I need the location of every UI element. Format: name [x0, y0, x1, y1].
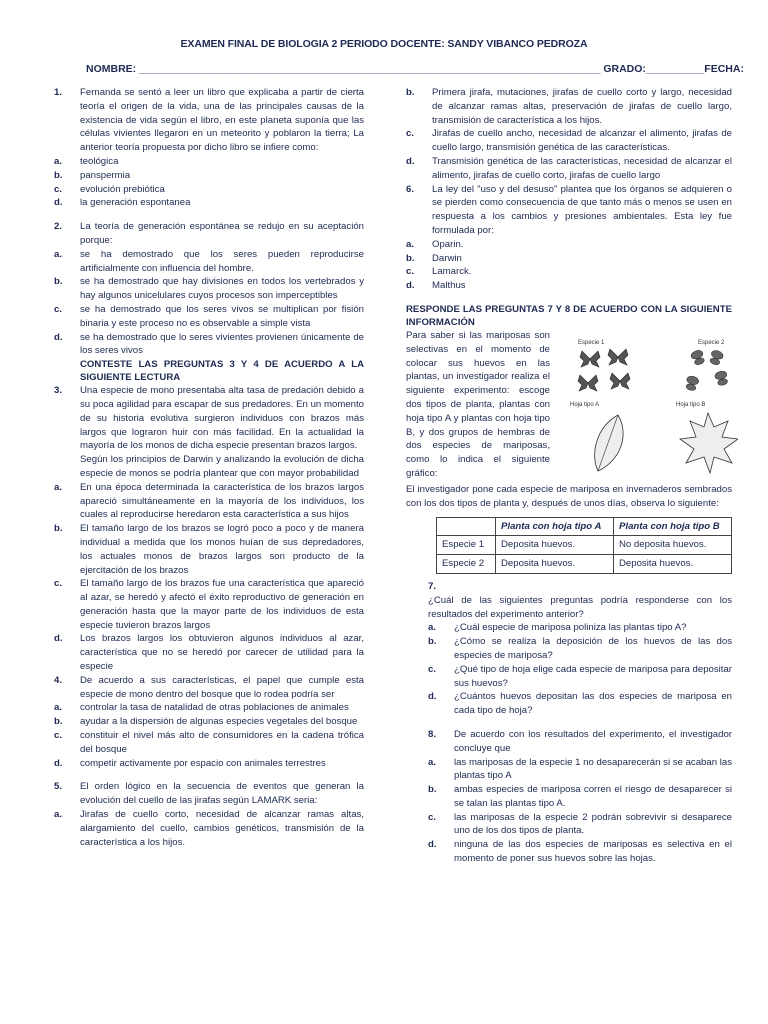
- question-3: [54, 384, 364, 453]
- option-text: evolución prebiótica: [80, 183, 165, 195]
- option-letter: b.: [428, 636, 437, 648]
- option-letter: a.: [54, 702, 63, 714]
- option-letter: d.: [428, 839, 437, 851]
- section-heading-3-4: CONTESTE LAS PREGUNTAS 3 Y 4 DE ACUERDO A LA SIGUIENTE LECTURA: [80, 359, 364, 384]
- option-letter: c.: [428, 663, 437, 675]
- option-4d: [54, 757, 364, 771]
- option-letter: a.: [54, 809, 63, 821]
- experiment-block: [406, 329, 732, 483]
- question-number: 8.: [428, 728, 437, 740]
- option-text: competir activamente por espacio con animales terrestres: [80, 757, 326, 769]
- option-letter: a.: [428, 756, 437, 768]
- experiment-results-table: [436, 517, 732, 574]
- table-cell: Deposita huevos.: [614, 555, 732, 574]
- option-2b: [54, 275, 364, 303]
- option-letter: c.: [54, 730, 63, 742]
- spacer: [54, 770, 364, 780]
- table-header-row: [437, 517, 732, 536]
- question-number: 4.: [54, 674, 63, 686]
- option-6b: [406, 252, 732, 266]
- question-text: La teoría de generación espontánea se redujo en su aceptación porque:: [80, 221, 364, 246]
- option-text: panspermia: [80, 169, 131, 181]
- experiment-figure: [568, 337, 738, 487]
- experiment-description-2: El investigador pone cada especie de mariposa en invernaderos sembrados con los dos tipos de planta y, después de unos días, observa lo siguiente:: [406, 483, 732, 509]
- table-row: [437, 555, 732, 574]
- table-row: [437, 536, 732, 555]
- option-text: ambas especies de mariposa corren el riesgo de desaparecer si se talan las plantas tipo A.: [454, 784, 732, 809]
- option-text: las mariposas de la especie 2 podrán sobrevivir si desaparece uno de los dos tipos de planta.: [454, 811, 732, 837]
- option-letter: c.: [54, 303, 63, 315]
- question-text: Una especie de mono presentaba alta tasa de predación debido a su poca agilidad para escapar de sus predadores. En un momento de su historia evolutiva surgieron individuos con brazos más largos que lograron huir con más facilidad. En la actualidad la mayoría de los monos de dicha especie presentan brazos largos.: [80, 385, 364, 452]
- option-letter: a.: [54, 248, 63, 260]
- species-2-label: Especie 2: [698, 339, 725, 346]
- option-7a: [406, 621, 732, 635]
- option-6a: [406, 238, 732, 252]
- option-7b: [406, 635, 732, 663]
- butterfly-icon: [608, 349, 628, 365]
- table-cell: Deposita huevos.: [496, 536, 614, 555]
- butterfly-icon: [690, 349, 706, 366]
- option-text: las mariposas de la especie 1 no desaparecerán si se acaban las plantas tipo A: [454, 756, 732, 782]
- option-text: Los brazos largos los obtuvieron algunos individuos al azar, característica que no se heredó por carecer de utilidad para la especie: [80, 633, 364, 673]
- option-letter: a.: [54, 481, 63, 493]
- option-text: Oparin.: [432, 238, 464, 250]
- option-letter: d.: [428, 691, 437, 703]
- option-4c: [54, 729, 364, 757]
- option-4a: [54, 701, 364, 715]
- leaf-a-label: Hoja tipo A: [570, 401, 600, 408]
- option-2a: [54, 248, 364, 276]
- butterfly-icon: [714, 370, 729, 387]
- left-column: [54, 86, 364, 849]
- question-number: 5.: [54, 781, 63, 793]
- option-text: En una época determinada la característica de los brazos largos apareció simultáneamente en la mayoría de los individuos, los cuales al reproducirse heredaron esta característica a sus hijos: [80, 481, 364, 521]
- option-2c: [54, 303, 364, 331]
- option-text: ¿Qué tipo de hoja elige cada especie de mariposa para depositar sus huevos?: [454, 663, 732, 689]
- leaf-a-icon: [595, 415, 624, 471]
- option-text: El tamaño largo de los brazos se logró poco a poco y de manera individual a medida que los monos huían de sus depredadores, los actuales monos de brazos largos son producto de la ejercitación de los brazos: [80, 523, 364, 576]
- option-letter: d.: [54, 331, 63, 343]
- exam-title: EXAMEN FINAL DE BIOLOGIA 2 PERIODO DOCENTE: SANDY VIBANCO PEDROZA: [180, 38, 588, 50]
- question-text: El orden lógico en la secuencia de eventos que generan la evolución del cuello de las jirafas según LAMARK seria:: [80, 781, 364, 807]
- question-text: La ley del "uso y del desuso" plantea que los órganos se adquieren o se pierden como consecuencia de que tanto más o menos se usen en respuesta a los cambios y presiones ambientales. Esta ley fue formulada por:: [432, 183, 732, 236]
- section-heading-7-8: RESPONDE LAS PREGUNTAS 7 Y 8 DE ACUERDO CON LA SIGUIENTE INFORMACIÓN: [406, 303, 732, 328]
- table-cell: Especie 2: [437, 555, 496, 574]
- option-text: Lamarck.: [432, 266, 472, 278]
- option-letter: d.: [406, 155, 415, 167]
- option-2d: [54, 331, 364, 359]
- option-text: ¿Cuántos huevos depositan las dos especies de mariposa en cada tipo de hoja?: [454, 691, 732, 717]
- option-8a: [406, 756, 732, 784]
- option-text: Transmisión genética de las características, necesidad de alcanzar el alimento, jirafas de cuello corto, jirafas de cuello largo: [432, 155, 732, 181]
- experiment-description: Para saber si las mariposas son selectivas en el momento de colocar sus huevos en las plantas, un investigador realiza el siguiente experimento: escoge dos tipos de planta, plantas con hoja tipo A y plantas con hoja tipo B, y dos grupos de hembras de dos especies de mariposas, como lo indica el siguiente gráfico:: [406, 329, 550, 479]
- option-1d: [54, 196, 364, 210]
- option-letter: c.: [406, 128, 415, 140]
- butterfly-icon: [708, 349, 724, 366]
- option-letter: c.: [428, 811, 437, 823]
- option-text: Primera jirafa, mutaciones, jirafas de cuello corto y largo, necesidad de alcanzar ramas altas, preservación de jirafas de cuello largo, transmisión de característica a los hijos.: [432, 87, 732, 126]
- student-info-line: NOMBRE: _______________________________________________________________________________ GRADO:__________FECHA:: [86, 63, 744, 75]
- option-letter: d.: [54, 633, 63, 645]
- option-text: Jirafas de cuello ancho, necesidad de alcanzar el alimento, jirafas de cuello largo, transmisión genética de las características.: [432, 128, 732, 154]
- question-2: [54, 220, 364, 248]
- butterfly-icon: [580, 351, 600, 367]
- option-letter: a.: [428, 622, 437, 634]
- question-8: [406, 728, 732, 756]
- option-1b: [54, 169, 364, 183]
- leaf-b-icon: [680, 413, 738, 473]
- leaf-b-label: Hoja tipo B: [676, 401, 706, 408]
- spacer: [54, 210, 364, 220]
- option-letter: b.: [428, 784, 437, 796]
- option-letter: b.: [54, 716, 63, 728]
- option-letter: c.: [406, 266, 415, 278]
- table-header-cell: Planta con hoja tipo A: [496, 517, 614, 536]
- option-5d: [406, 155, 732, 183]
- question-7-text: ¿Cuál de las siguientes preguntas podría responderse con los resultados del experimento anterior?: [428, 594, 732, 620]
- table-cell: Deposita huevos.: [496, 555, 614, 574]
- option-letter: a.: [406, 238, 415, 250]
- question-5: [54, 780, 364, 808]
- option-5a: [54, 808, 364, 849]
- option-4b: [54, 715, 364, 729]
- question-number: 3.: [54, 385, 63, 397]
- option-text: ayudar a la dispersión de algunas especies vegetales del bosque: [80, 716, 358, 728]
- butterfly-icon: [610, 373, 630, 389]
- option-letter: b.: [406, 252, 415, 264]
- table-cell: Especie 1: [437, 536, 496, 555]
- option-5c: [406, 127, 732, 155]
- option-3b: [54, 522, 364, 577]
- option-text: la generación espontanea: [80, 197, 191, 209]
- option-text: ninguna de las dos especies de mariposas es selectiva en el momento de poner sus huevos sobre las hojas.: [454, 839, 732, 865]
- option-text: Malthus: [432, 280, 466, 292]
- option-letter: b.: [54, 523, 63, 535]
- butterfly-icon: [684, 375, 699, 392]
- option-text: controlar la tasa de natalidad de otras poblaciones de animales: [80, 702, 349, 714]
- option-6c: [406, 265, 732, 279]
- option-text: se ha demostrado que los seres pueden reproducirse artificialmente con influencia del hombre.: [80, 248, 364, 274]
- option-letter: c.: [54, 183, 63, 195]
- question-text: De acuerdo a sus características, el papel que cumple esta especie de mono dentro del bosque que lo rodea podría ser: [80, 674, 364, 700]
- option-text: se ha demostrado que lo seres vivientes provienen únicamente de los seres vivos: [80, 331, 364, 357]
- option-letter: a.: [54, 155, 63, 167]
- table-cell: No deposita huevos.: [614, 536, 732, 555]
- option-letter: d.: [406, 280, 415, 292]
- option-text: se ha demostrado que hay divisiones en todos los vertebrados y hay algunos unicelulares cuyos procesos son imperceptibles: [80, 276, 364, 302]
- option-letter: b.: [54, 276, 63, 288]
- option-3a: [54, 481, 364, 522]
- option-1c: [54, 183, 364, 197]
- question-number: 2.: [54, 221, 63, 233]
- option-7c: [406, 663, 732, 691]
- question-6: [406, 183, 732, 238]
- question-text: De acuerdo con los resultados del experimento, el investigador concluye que: [454, 728, 732, 754]
- option-text: ¿Cuál especie de mariposa poliniza las plantas tipo A?: [454, 622, 687, 634]
- question-number: 1.: [54, 87, 63, 98]
- question-text: Fernanda se sentó a leer un libro que explicaba a partir de cierta teoría el origen de la vida, una de las principales causas de la existencia de vida según el libro, en este planeta suponía que las células vivientes llegaron en un meteorito y poblaron la tierra; La anterior teoría propuesta por dicho libro se infiere como:: [80, 87, 364, 154]
- option-letter: d.: [54, 197, 63, 209]
- option-letter: c.: [54, 578, 63, 590]
- table-header-cell: [437, 517, 496, 536]
- option-letter: d.: [54, 757, 63, 769]
- option-text: ¿Cómo se realiza la deposición de los huevos de las dos especies de mariposa?: [454, 636, 732, 661]
- option-text: Jirafas de cuello corto, necesidad de alcanzar ramas altas, alargamiento del cuello, cambios genéticos, transmisión de la característica a los hijos.: [80, 809, 364, 848]
- question-number: 7.: [428, 580, 437, 592]
- question-4: [54, 674, 364, 702]
- question-number: 6.: [406, 183, 415, 195]
- option-7d: [406, 690, 732, 718]
- option-8d: [406, 838, 732, 866]
- question-1: [54, 86, 364, 155]
- option-5b: [406, 86, 732, 127]
- butterfly-icon: [578, 375, 598, 391]
- option-text: teológica: [80, 155, 119, 167]
- option-6d: [406, 279, 732, 293]
- option-1a: [54, 155, 364, 169]
- option-8c: [406, 811, 732, 839]
- option-8b: [406, 783, 732, 811]
- right-column: [406, 86, 732, 866]
- option-text: Darwin: [432, 252, 462, 264]
- option-letter: b.: [406, 87, 415, 98]
- species-1-label: Especie 1: [578, 339, 605, 346]
- option-3d: [54, 632, 364, 673]
- spacer: [406, 293, 732, 303]
- table-header-cell: Planta con hoja tipo B: [614, 517, 732, 536]
- spacer: [406, 718, 732, 728]
- option-3c: [54, 577, 364, 632]
- option-text: se ha demostrado que los seres vivos se multiplican por fisión binaria y este proceso no es observable a simple vista: [80, 303, 364, 329]
- option-text: El tamaño largo de los brazos fue una característica que apareció al azar, se heredó y afectó el éxito reproductivo de generación en generación hasta que la mayor parte de los individuos de esta especie tuvieron brazos largos: [80, 578, 364, 631]
- question-3-prompt: Según los principios de Darwin y analizando la evolución de dicha especie de monos se podría plantear que con mayor probabilidad: [80, 454, 364, 479]
- option-letter: b.: [54, 169, 63, 181]
- option-text: constituir el nivel más alto de consumidores en la cadena trófica del bosque: [80, 730, 364, 755]
